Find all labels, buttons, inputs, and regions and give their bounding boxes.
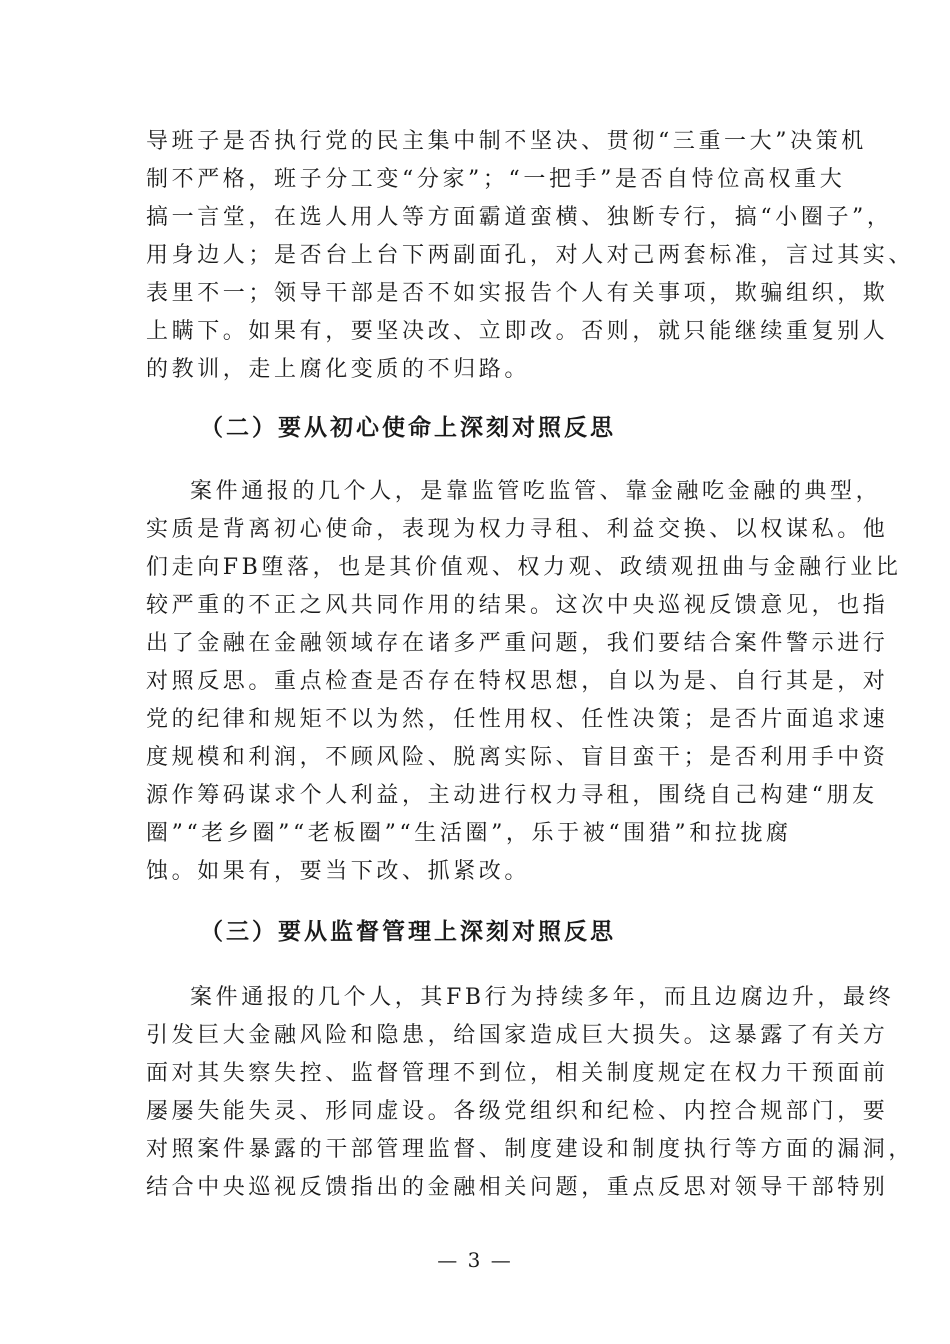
paragraph-line: 表里不一；领导干部是否不如实报告个人有关事项，欺骗组织，欺 (146, 281, 889, 306)
paragraph-line: 对照反思。重点检查是否存在特权思想，自以为是、自行其是，对 (146, 669, 889, 694)
paragraph-line: 圈”“老乡圈”“老板圈”“生活圈”，乐于被“围猎”和拉拢腐 (146, 821, 792, 846)
paragraph-line: 案件通报的几个人，是靠监管吃监管、靠金融吃金融的典型， (190, 479, 882, 504)
paragraph-line: 导班子是否执行党的民主集中制不坚决、贯彻“三重一大”决策机 (146, 129, 867, 154)
paragraph-line: 结合中央巡视反馈指出的金融相关问题，重点反思对领导干部特别 (146, 1175, 889, 1200)
paragraph-line: 上瞒下。如果有，要坚决改、立即改。否则，就只能继续重复别人 (146, 319, 889, 344)
paragraph-line: 对照案件暴露的干部管理监督、制度建设和制度执行等方面的漏洞， (146, 1137, 915, 1162)
section-heading-2: （二）要从初心使命上深刻对照反思 (200, 415, 616, 441)
paragraph-line: 度规模和利润，不顾风险、脱离实际、盲目蛮干；是否利用手中资 (146, 745, 889, 770)
paragraph-line: 面对其失察失控、监督管理不到位，相关制度规定在权力干预面前 (146, 1061, 889, 1086)
paragraph-line: 出了金融在金融领域存在诸多严重问题，我们要结合案件警示进行 (146, 631, 889, 656)
paragraph-line: 搞一言堂，在选人用人等方面霸道蛮横、独断专行，搞“小圈子”， (146, 205, 893, 230)
paragraph-line: 屡屡失能失灵、形同虚设。各级党组织和纪检、内控合规部门，要 (146, 1099, 889, 1124)
paragraph-line: 实质是背离初心使命，表现为权力寻租、利益交换、以权谋私。他 (146, 517, 889, 542)
paragraph-line: 们走向FB堕落，也是其价值观、权力观、政绩观扭曲与金融行业比 (146, 555, 902, 580)
paragraph-line: 用身边人；是否台上台下两副面孔，对人对己两套标准，言过其实、 (146, 243, 915, 268)
paragraph-line: 蚀。如果有，要当下改、抓紧改。 (146, 859, 531, 884)
paragraph-line: 源作筹码谋求个人利益，主动进行权力寻租，围绕自己构建“朋友 (146, 783, 878, 808)
paragraph-line: 的教训，走上腐化变质的不归路。 (146, 357, 531, 382)
page-number: — 3 — (437, 1248, 513, 1272)
paragraph-line: 案件通报的几个人，其FB行为持续多年，而且边腐边升，最终 (190, 985, 895, 1010)
section-heading-3: （三）要从监督管理上深刻对照反思 (200, 919, 616, 945)
paragraph-line: 制不严格，班子分工变“分家”；“一把手”是否自恃位高权重大 (146, 167, 846, 192)
paragraph-line: 引发巨大金融风险和隐患，给国家造成巨大损失。这暴露了有关方 (146, 1023, 889, 1048)
paragraph-line: 党的纪律和规矩不以为然，任性用权、任性决策；是否片面追求速 (146, 707, 889, 732)
paragraph-line: 较严重的不正之风共同作用的结果。这次中央巡视反馈意见，也指 (146, 593, 889, 618)
